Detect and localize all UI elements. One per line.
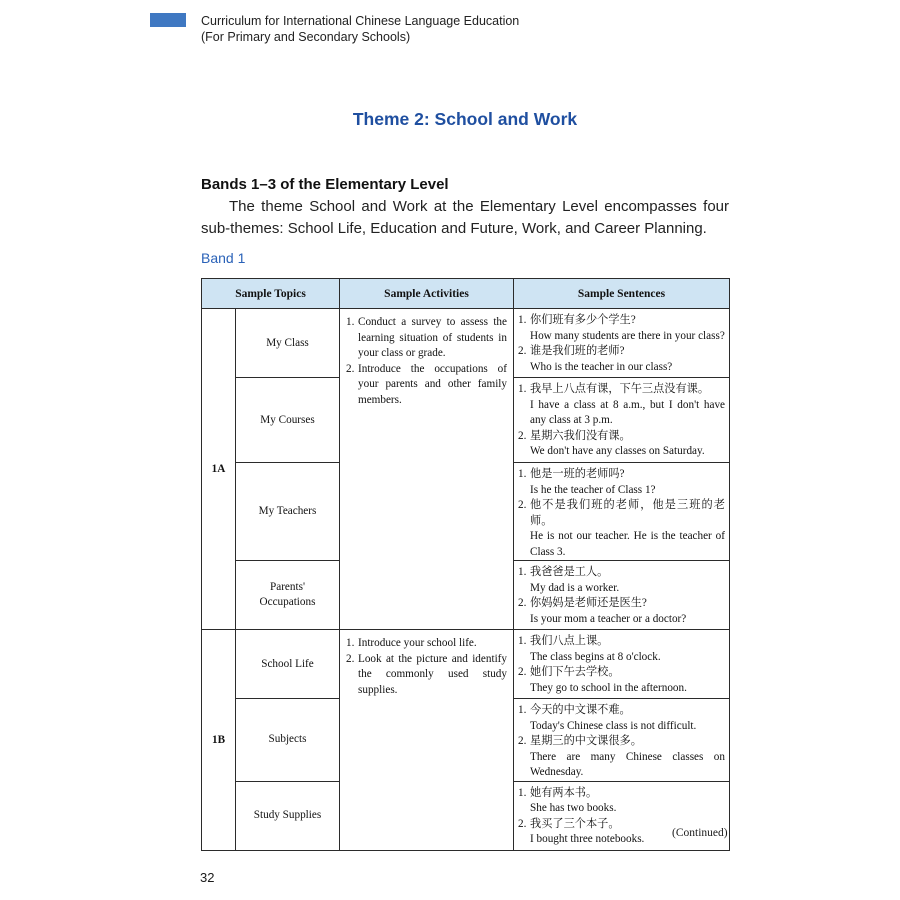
sentence-en: I bought three notebooks. [530, 833, 645, 845]
sentence-cn: 星期三的中文课很多。 [530, 735, 642, 747]
intro-paragraph: The theme School and Work at the Elementary Level encompasses four sub-themes: School Life, Education and Future, Work, and Career Planning. [201, 198, 729, 237]
sentence-en: Who is the teacher in our class? [530, 360, 673, 373]
activity-item: Introduce the occupations of your parents and other family members. [358, 362, 507, 406]
header-line-1: Curriculum for International Chinese Language Education [201, 14, 520, 28]
header-line-2: (For Primary and Secondary Schools) [201, 30, 411, 44]
sentence-en: Today's Chinese class is not difficult. [530, 719, 697, 732]
running-header [201, 13, 519, 45]
sentences-cell: 1. 她有两本书。 She has two books. 2. 我买了三个本子。 I bought three notebooks. [514, 781, 730, 850]
sentence-cn: 今天的中文课不难。 [530, 704, 631, 716]
band-label: Band 1 [201, 250, 246, 266]
sentences-cell: 1. 我爸爸是工人。 My dad is a worker. 2. 你妈妈是老师还是医生? Is your mom a teacher or a doctor? [514, 561, 730, 630]
sentence-cn: 你们班有多少个学生? [530, 314, 636, 326]
sentence-cn: 我爸爸是工人。 [530, 566, 609, 578]
sentence-en: He is not our teacher. He is the teacher of Class 3. [530, 530, 725, 558]
sentence-cn: 我早上八点有课，下午三点没有课。 [530, 383, 710, 395]
header-sample-activities: Sample Activities [340, 279, 514, 309]
activities-cell: 1. Conduct a survey to assess the learning situation of students in your class or grade. 2. Introduce the occupations of your parents and other family members. [340, 309, 514, 630]
topic-cell: My Teachers [236, 463, 340, 561]
topic-cell: My Courses [236, 378, 340, 463]
activities-cell: 1. Introduce your school life. 2. Look at the picture and identify the commonly used study supplies. [340, 630, 514, 851]
sentence-cn: 我们八点上课。 [530, 635, 609, 647]
sentence-cn: 我买了三个本子。 [530, 817, 620, 830]
sentence-en: We don't have any classes on Saturday. [530, 445, 705, 457]
theme-title: Theme 2: School and Work [352, 109, 578, 129]
table-header-row [202, 279, 730, 309]
sentences-cell: 1. 他是一班的老师吗? Is he the teacher of Class 1? 2. 他不是我们班的老师，他是三班的老师。 He is not our teacher. He is the teacher of Class 3. [514, 463, 730, 561]
activity-item: Look at the picture and identify the commonly used study supplies. [358, 652, 507, 696]
topic-cell: My Class [236, 309, 340, 378]
header-sample-sentences: Sample Sentences [514, 279, 730, 309]
sentence-en: Is your mom a teacher or a doctor? [530, 612, 687, 625]
topic-cell: Subjects [236, 699, 340, 782]
sentence-cn: 她们下午去学校。 [530, 666, 620, 678]
table-row [202, 630, 730, 699]
band-cell: 1B [202, 630, 236, 851]
curriculum-table [201, 278, 730, 851]
page-number: 32 [200, 870, 215, 885]
sentence-cn: 他不是我们班的老师，他是三班的老师。 [530, 499, 725, 527]
sentence-en: Is he the teacher of Class 1? [530, 483, 656, 496]
sentences-cell: 1. 你们班有多少个学生? How many students are there in your class? 2. 谁是我们班的老师? Who is the teacher in our class? [514, 309, 730, 378]
sentence-en: I have a class at 8 a.m., but I don't have any class at 3 p.m. [530, 398, 725, 426]
sentences-cell: 1. 今天的中文课不难。 Today's Chinese class is not difficult. 2. 星期三的中文课很多。 There are many Chinese classes on Wednesday. [514, 699, 730, 782]
sentence-cn: 他是一班的老师吗? [530, 468, 625, 480]
sentence-cn: 她有两本书。 [530, 786, 598, 799]
sentences-cell: 1. 我们八点上课。 The class begins at 8 o'clock. 2. 她们下午去学校。 They go to school in the afternoon. [514, 630, 730, 699]
continued-note: (Continued) [672, 827, 728, 839]
sentence-en: The class begins at 8 o'clock. [530, 650, 661, 663]
sentence-en: My dad is a worker. [530, 581, 620, 594]
table-row [202, 309, 730, 378]
topic-cell: School Life [236, 630, 340, 699]
activity-item: Conduct a survey to assess the learning situation of students in your class or grade. [358, 316, 507, 359]
bands-heading: Bands 1–3 of the Elementary Level [201, 176, 449, 193]
sentences-cell: 1. 我早上八点有课，下午三点没有课。 I have a class at 8 a.m., but I don't have any class at 3 p.m. 2. 星期六我们没有课。 We don't have any classes on Saturday. [514, 378, 730, 463]
topic-cell: Study Supplies [236, 781, 340, 850]
sentence-en: There are many Chinese classes on Wednesday. [530, 750, 725, 778]
header-sample-topics: Sample Topics [202, 279, 340, 309]
sentence-en: How many students are there in your class? [530, 329, 725, 342]
header-color-bar [150, 13, 186, 27]
sentence-cn: 星期六我们没有课。 [530, 429, 631, 442]
band-cell: 1A [202, 309, 236, 630]
sentence-en: She has two books. [530, 802, 617, 814]
sentence-en: They go to school in the afternoon. [530, 681, 687, 694]
sentence-cn: 谁是我们班的老师? [530, 345, 625, 357]
activity-item: Introduce your school life. [358, 637, 477, 649]
topic-cell: Parents' Occupations [236, 561, 340, 630]
sentence-cn: 你妈妈是老师还是医生? [530, 597, 647, 609]
